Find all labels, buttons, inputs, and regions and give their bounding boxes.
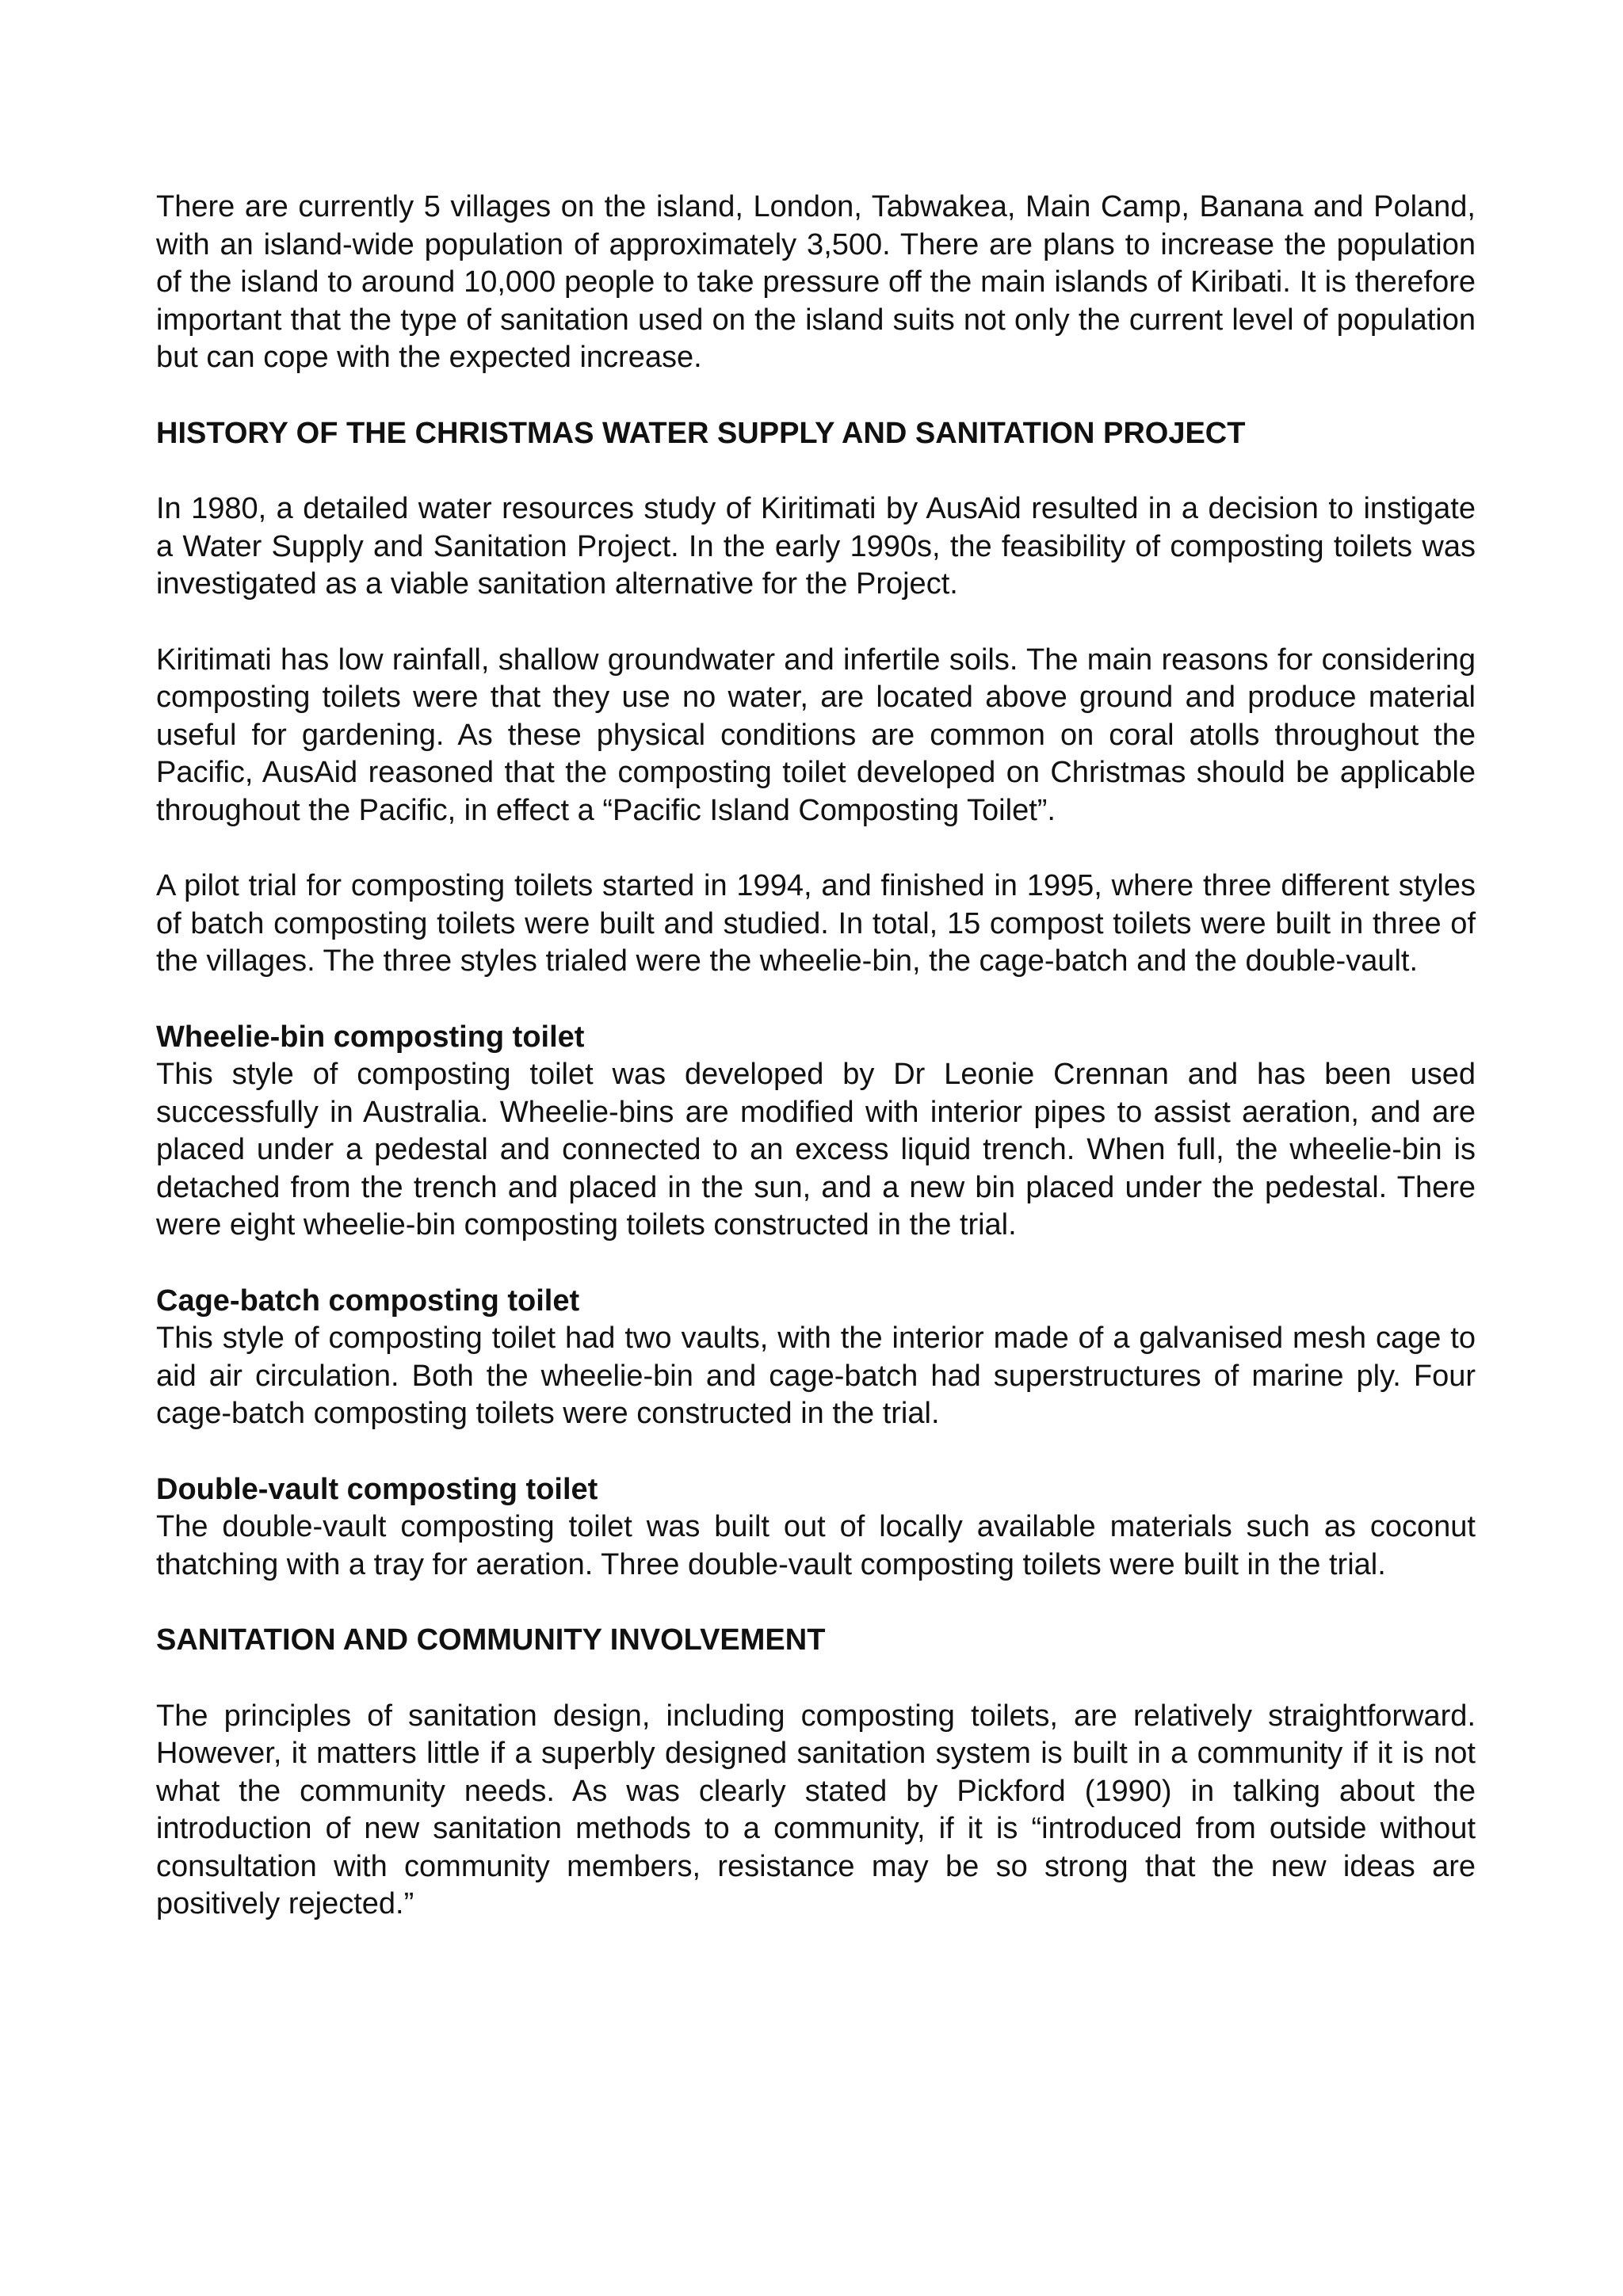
double-vault-section (156, 1471, 1476, 1585)
document-body (156, 189, 1476, 1924)
history-heading: HISTORY OF THE CHRISTMAS WATER SUPPLY AND SANITATION PROJECT (156, 416, 1246, 450)
double-vault-text: The double-vault composting toilet was built out of locally available materials such as coconut thatching with a tray for aeration. Three double-vault composting toilets were built in the trial. (156, 1510, 1476, 1581)
double-vault-title: Double-vault composting toilet (156, 1472, 598, 1506)
history-paragraph-3: A pilot trial for composting toilets started in 1994, and finished in 1995, where three different styles of batch composting toilets were built and studied. In total, 15 compost toilets were built in three of the villages. The three styles trialed were the wheelie-bin, the cage-batch and the double-vault. (156, 869, 1476, 978)
history-paragraph-1: In 1980, a detailed water resources study of Kiritimati by AusAid resulted in a decision to instigate a Water Supply and Sanitation Project. In the early 1990s, the feasibility of composting toilets was investigated as a viable sanitation alternative for the Project. (156, 492, 1476, 601)
wheelie-bin-title: Wheelie-bin composting toilet (156, 1020, 585, 1054)
cage-batch-title: Cage-batch composting toilet (156, 1283, 580, 1318)
community-heading: SANITATION AND COMMUNITY INVOLVEMENT (156, 1623, 826, 1657)
intro-paragraph: There are currently 5 villages on the island, London, Tabwakea, Main Camp, Banana and Poland, with an island-wide population of approximately 3,500. There are plans to increase the population of the island to around 10,000 people to take pressure off the main islands of Kiribati. It is therefore important that the type of sanitation used on the island suits not only the current level of population but can cope with the expected increase. (156, 190, 1476, 374)
community-paragraph: The principles of sanitation design, including composting toilets, are relatively straightforward. However, it matters little if a superbly designed sanitation system is built in a community if it is not what the community needs. As was clearly stated by Pickford (1990) in talking about the introduction of new sanitation methods to a community, if it is “introduced from outside without consultation with community members, resistance may be so strong that the new ideas are positively rejected.” (156, 1699, 1476, 1920)
wheelie-bin-text: This style of composting toilet was developed by Dr Leonie Crennan and has been used successfully in Australia. Wheelie-bins are modified with interior pipes to assist aeration, and are placed under a pedestal and connected to an excess liquid trench. When full, the wheelie-bin is detached from the trench and placed in the sun, and a new bin placed under the pedestal. There were eight wheelie-bin composting toilets constructed in the trial. (156, 1058, 1476, 1241)
cage-batch-text: This style of composting toilet had two vaults, with the interior made of a galvanised mesh cage to aid air circulation. Both the wheelie-bin and cage-batch had superstructures of marine ply. Four cage-batch composting toilets were constructed in the trial. (156, 1322, 1476, 1430)
history-paragraph-2: Kiritimati has low rainfall, shallow groundwater and infertile soils. The main reasons for considering composting toilets were that they use no water, are located above ground and produce material useful for gardening. As these physical conditions are common on coral atolls throughout the Pacific, AusAid reasoned that the composting toilet developed on Christmas should be applicable throughout the Pacific, in effect a “Pacific Island Composting Toilet”. (156, 643, 1476, 827)
cage-batch-section (156, 1283, 1476, 1433)
wheelie-bin-section (156, 1019, 1476, 1245)
